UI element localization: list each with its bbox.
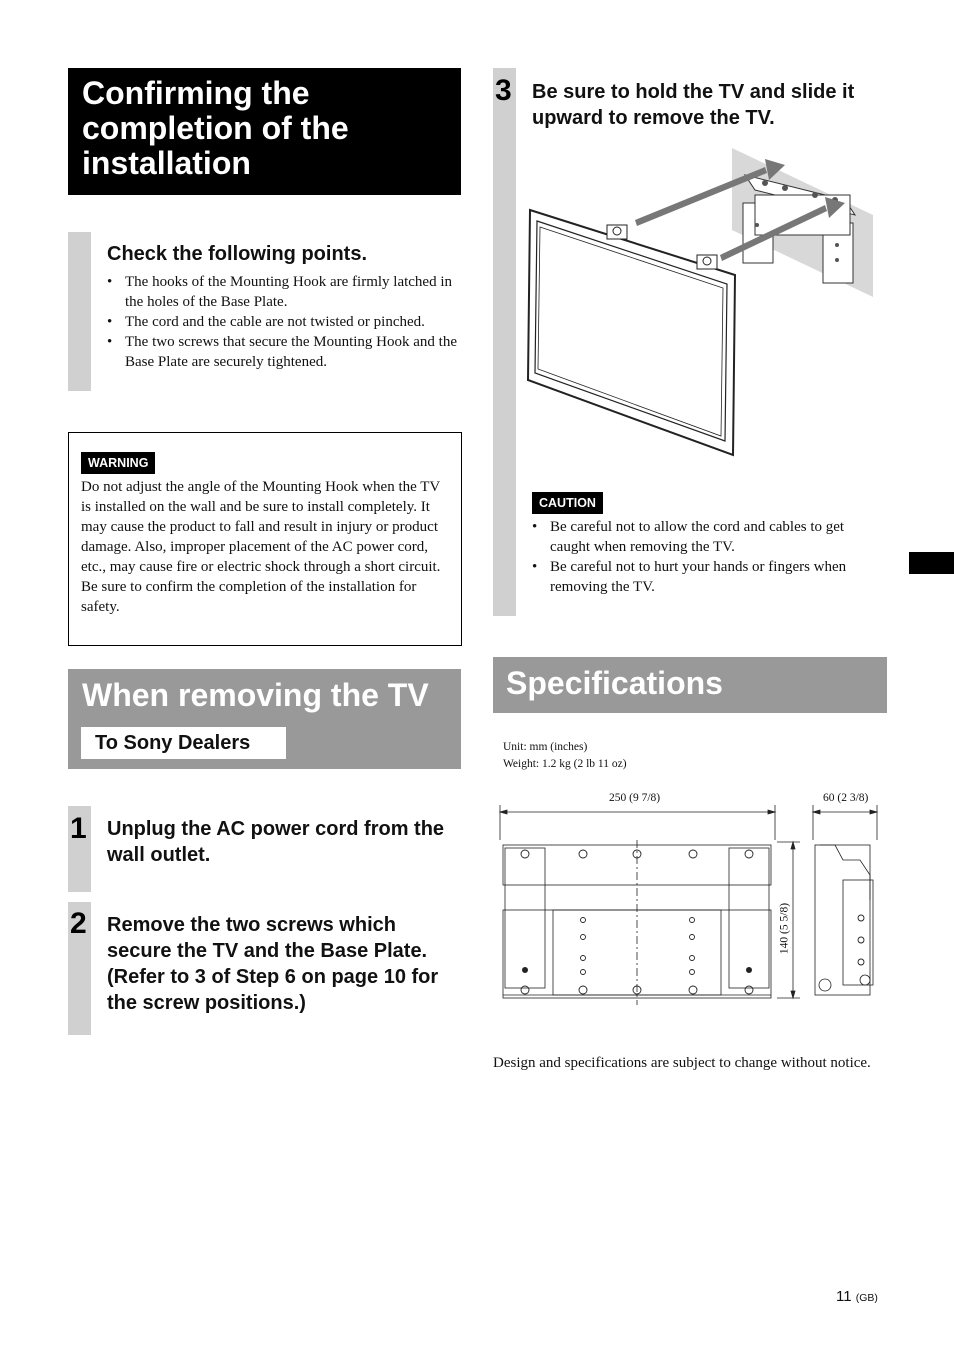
step-1-text: Unplug the AC power cord from the wall outlet. — [107, 818, 445, 866]
page-region: (GB) — [855, 1292, 878, 1304]
warning-text: Do not adjust the angle of the Mounting Hook when the TV is installed on the wall and be sure to install completely. It may cause the product to fall and result in injury or product damage. Also, improper placement of the AC power cord, etc., may cause fire or electric shock through a short circuit. — [81, 479, 441, 575]
tv-removal-illustration — [525, 145, 877, 460]
warning-text-safety: Be sure to confirm the completion of the installation for safety. — [81, 579, 417, 615]
list-item: • The two screws that secure the Mounting Hook and the Base Plate are securely tightened. — [107, 332, 462, 372]
list-item: • Be careful not to hurt your hands or fingers when removing the TV. — [532, 557, 882, 597]
step-3-number: 3 — [495, 74, 512, 107]
design-note: Design and specifications are subject to change without notice. — [493, 1055, 871, 1071]
dimension-drawing — [495, 800, 885, 1010]
confirm-section-header — [68, 68, 461, 195]
step-2-number: 2 — [70, 907, 87, 940]
check-points-title: Check the following points. — [107, 243, 367, 265]
step-3-text: Be sure to hold the TV and slide it upward to remove the TV. — [532, 81, 855, 129]
list-item: • The cord and the cable are not twisted or pinched. — [107, 312, 462, 332]
page-number — [836, 1287, 878, 1308]
check-step-bar — [68, 232, 91, 391]
specifications-title: Specifications — [506, 665, 723, 701]
caution-label: CAUTION — [532, 492, 603, 514]
list-item: • The hooks of the Mounting Hook are firmly latched in the holes of the Base Plate. — [107, 272, 462, 312]
spec-unit: Unit: mm (inches) — [503, 741, 588, 753]
dim-height-label: 140 (5 5/8) — [778, 902, 791, 955]
dealers-box — [81, 727, 286, 759]
page-number-value: 11 — [836, 1288, 852, 1305]
step-1-number: 1 — [70, 812, 87, 845]
dim-width-label: 250 (9 7/8) — [609, 792, 661, 804]
removing-section-header — [68, 669, 461, 769]
dealers-label: To Sony Dealers — [95, 732, 251, 754]
check-points-list — [107, 272, 462, 372]
step-2-text: Remove the two screws which secure the TV and the Base Plate. (Refer to 3 of Step 6 on page 10 for the screw positions.) — [107, 914, 439, 1014]
list-item: • Be careful not to allow the cord and cables to get caught when removing the TV. — [532, 517, 882, 557]
confirm-title: Confirming the completion of the installation — [82, 75, 349, 181]
step-3-bar — [493, 68, 516, 616]
warning-text-block — [81, 477, 453, 617]
warning-label: WARNING — [81, 452, 155, 474]
removing-title: When removing the TV — [82, 677, 429, 713]
dim-depth-label: 60 (2 3/8) — [823, 792, 869, 804]
specifications-header — [493, 657, 887, 713]
spec-weight: Weight: 1.2 kg (2 lb 11 oz) — [503, 758, 627, 770]
side-tab-marker — [909, 552, 954, 574]
caution-list — [532, 517, 882, 597]
